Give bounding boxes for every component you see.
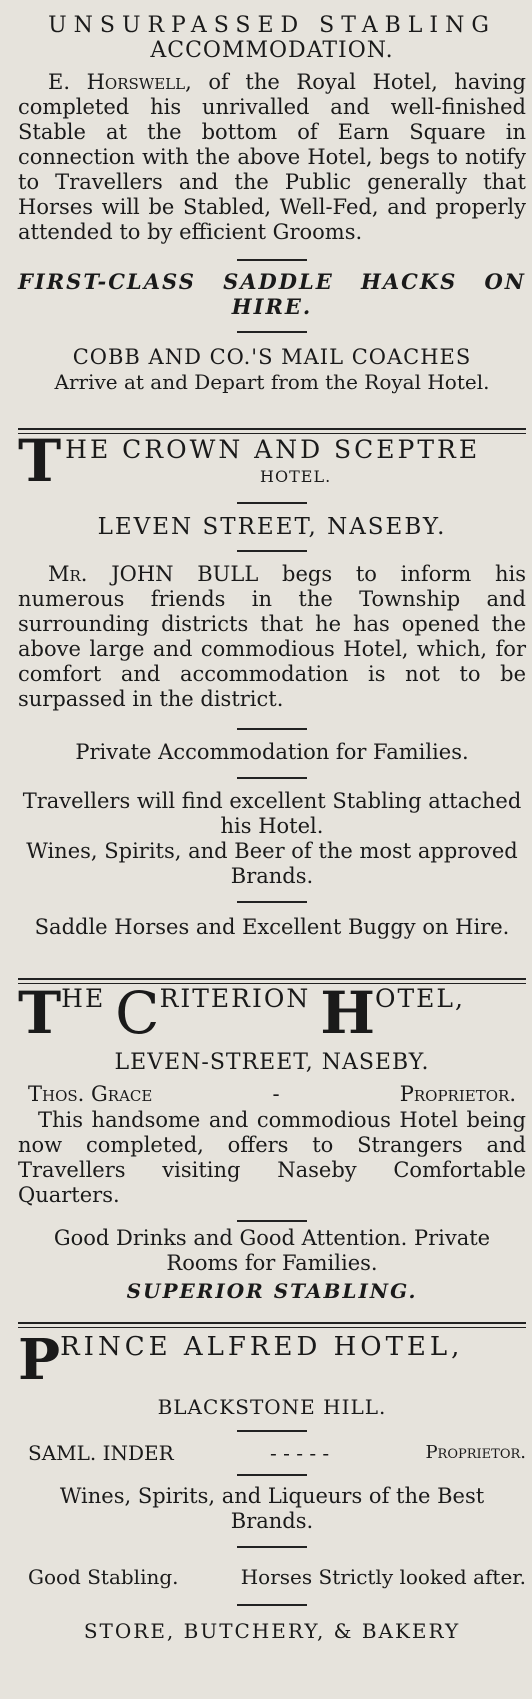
ad4-title-rest: RINCE ALFRED HOTEL, — [60, 1332, 464, 1362]
ad2-saddle: Saddle Horses and Excellent Buggy on Hire. — [34, 915, 510, 939]
ad-crown-and-sceptre — [18, 427, 526, 940]
ad4-location: BLACKSTONE HILL. — [157, 1395, 387, 1419]
divider — [237, 1430, 307, 1432]
ad3-proprietor-label: Proprietor. — [399, 1082, 516, 1106]
divider — [237, 331, 307, 333]
section-divider — [18, 428, 526, 434]
ad4-drop-letter: P — [18, 1327, 61, 1393]
divider — [237, 901, 307, 903]
divider — [237, 777, 307, 779]
ad3-drinks: Good Drinks and Good Attention. Private — [53, 1226, 491, 1250]
ad2-drop-letter: T — [18, 427, 62, 495]
ad1-body-name: E. Horswell, — [48, 70, 192, 94]
ad1-heading-line2: ACCOMMODATION. — [150, 38, 394, 63]
divider — [237, 728, 307, 730]
ad3-title-he: HE — [61, 984, 116, 1013]
divider — [237, 1474, 307, 1476]
section-divider — [18, 1322, 526, 1328]
ad2-wines2: Brands. — [230, 864, 314, 888]
ad3-proprietor-dash: - — [272, 1082, 280, 1106]
ad2-wines: Wines, Spirits, and Beer of the most approved — [26, 839, 518, 863]
ad2-street: LEVEN STREET, NASEBY. — [97, 514, 447, 540]
ad2-body-name: Mr. JOHN BULL — [48, 562, 259, 586]
ad3-title-riterion: RITERION — [159, 984, 321, 1013]
ad3-body: This handsome and commodious Hotel being now completed, offers to Strangers and Travellers visiting Naseby Comfortable Quarters. — [18, 1108, 526, 1207]
ad2-title — [18, 427, 526, 495]
ad1-heading-line1: UNSURPASSED STABLING — [48, 13, 496, 38]
ad-criterion-hotel — [18, 979, 526, 1306]
ad3-drinks2: Rooms for Families. — [166, 1251, 378, 1275]
ad3-title-drop-c: C — [115, 979, 160, 1047]
ad4-stabling-row — [18, 1564, 526, 1590]
ad-royal-hotel-stabling — [18, 14, 526, 394]
ad3-title-drop-t: T — [18, 979, 62, 1047]
ad2-private: Private Accommodation for Families. — [75, 740, 469, 764]
ad2-subtitle: HOTEL. — [260, 467, 332, 486]
ad1-coaches-line2: Arrive at and Depart from the Royal Hotel. — [54, 370, 490, 394]
divider — [237, 259, 307, 261]
ad4-proprietor-name: SAML. INDER — [28, 1441, 174, 1465]
ad1-hire-line2: HIRE. — [231, 294, 313, 319]
ad4-title — [18, 1327, 526, 1393]
ad4-stabling: Good Stabling. — [28, 1565, 179, 1589]
ad2-stabling2: his Hotel. — [220, 814, 324, 838]
ad4-wines: Wines, Spirits, and Liqueurs of the Best — [59, 1484, 485, 1508]
ad1-coaches-line1: COBB AND CO.'S MAIL COACHES — [72, 345, 472, 369]
ad4-proprietor-label: Proprietor. — [425, 1442, 526, 1463]
ad1-body-text: of the Royal Hotel, having completed his unrivalled and well-finished Stable at the bottom of Earn Square in connection with the above Hotel, begs to notify to Travellers and the Public generally that Horses will be Stabled, Well-Fed, and properly attended to by efficient Grooms. — [18, 70, 527, 244]
ad3-stabling: SUPERIOR STABLING. — [126, 1279, 418, 1303]
ad3-title-otel: OTEL, — [375, 984, 465, 1013]
ad2-title-rest: HE CROWN AND SCEPTRE — [65, 435, 481, 464]
ad3-street: LEVEN-STREET, NASEBY. — [114, 1050, 430, 1075]
ad4-horses: Horses Strictly looked after. — [240, 1565, 526, 1589]
ad4-wines2: Brands. — [230, 1509, 314, 1533]
divider — [237, 1546, 307, 1548]
ad4-proprietor-dashes: - - - - - — [269, 1441, 330, 1465]
ad2-stabling: Travellers will find excellent Stabling attached — [22, 789, 522, 813]
divider — [237, 502, 307, 504]
divider — [237, 1220, 307, 1222]
ad2-body — [18, 562, 526, 712]
ad3-proprietor-name: Thos. Grace — [28, 1082, 153, 1106]
ad2-body-text: begs to inform his numerous friends in the Township and surrounding districts that he has opened the above large and commodious Hotel, which, for comfort and accommodation is not to be surpassed in the district. — [18, 562, 526, 711]
ad3-title — [18, 979, 526, 1047]
ad-prince-alfred-hotel — [18, 1327, 526, 1644]
ad1-hire-line1: FIRST-CLASS SADDLE HACKS ON — [18, 269, 526, 294]
ad1-body — [18, 70, 526, 245]
ad3-title-drop-h: H — [320, 979, 376, 1047]
divider — [237, 1604, 307, 1606]
ad4-store: STORE, BUTCHERY, & BAKERY — [83, 1619, 461, 1643]
ad4-proprietor-row — [18, 1440, 526, 1466]
divider — [237, 550, 307, 552]
ad3-proprietor-row — [18, 1080, 526, 1108]
